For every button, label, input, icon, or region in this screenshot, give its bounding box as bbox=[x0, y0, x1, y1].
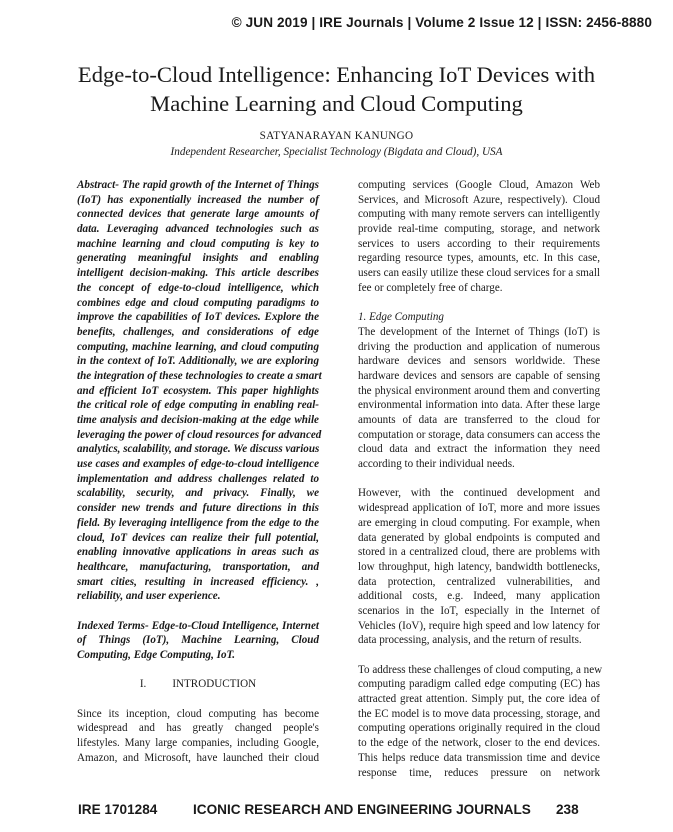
paragraph-line: regarding resource types, amounts, etc. In this case, bbox=[358, 252, 600, 265]
paragraph-line: the physical environment around them and converting bbox=[358, 384, 600, 397]
abstract-line: enabling innovative applications in areas such as bbox=[77, 546, 319, 559]
paragraph-line: However, with the continued development and bbox=[358, 487, 600, 500]
index-terms-line: Computing, Edge Computing, IoT. bbox=[77, 649, 236, 661]
footer-paper-id: IRE 1701284 bbox=[78, 802, 158, 817]
abstract-line: (IoT) has exponentially increased the number of bbox=[77, 193, 319, 206]
section-heading-introduction bbox=[77, 677, 319, 692]
left-column bbox=[77, 178, 322, 766]
paragraph-line: response time, reduces pressure on network bbox=[358, 766, 600, 779]
right-column bbox=[358, 178, 603, 780]
paragraph-line: computing services (Google Cloud, Amazon Web bbox=[358, 179, 600, 191]
section-number: I. bbox=[139, 678, 147, 691]
subsection-heading-edge-computing: 1. Edge Computing bbox=[358, 311, 444, 324]
title-line: Machine Learning and Cloud Computing bbox=[150, 91, 523, 116]
paragraph-line: driving the production and application of numerous bbox=[358, 340, 600, 353]
paragraph bbox=[358, 663, 603, 781]
paragraph-line: data protection, centralized vulnerabilities, and bbox=[358, 575, 600, 588]
paragraph-line: computation or storage, data consumers can access the bbox=[358, 428, 601, 441]
title-line: Edge-to-Cloud Intelligence: Enhancing IoT Devices with bbox=[77, 62, 596, 87]
journal-header: © JUN 2019 | IRE Journals | Volume 2 Issue 12 | ISSN: 2456-8880 bbox=[231, 15, 652, 30]
paragraph-line: low throughput, high latency, bandwidth bottlenecks, bbox=[358, 560, 600, 573]
footer-page-number: 238 bbox=[556, 802, 579, 817]
abstract-line: consider new trends and future directions in this bbox=[77, 502, 319, 515]
paragraph bbox=[358, 178, 600, 296]
paragraph-line: stored in a centralized cloud, there are problems with bbox=[358, 546, 600, 559]
paragraph-line: lifestyles. Many large companies, including Google, bbox=[77, 737, 319, 750]
abstract-line: combines edge and cloud computing paradigms to bbox=[77, 296, 319, 309]
paragraph bbox=[358, 325, 600, 472]
abstract-line: the integration of these technologies to create a smart bbox=[77, 369, 322, 382]
paragraph-line: are emerging in cloud computing. For example, when bbox=[358, 516, 600, 529]
paragraph-line: Services, and Microsoft Azure, respectively). Cloud bbox=[358, 193, 600, 206]
paragraph-line: users can easily utilize these cloud services for a small bbox=[358, 267, 600, 280]
abstract-line: implementation and address challenges related to bbox=[77, 472, 319, 485]
abstract-line: reliability, and user experience. bbox=[77, 590, 221, 603]
abstract-line: computing, machine learning, and cloud computing bbox=[77, 340, 319, 353]
abstract-line: healthcare, manufacturing, transportation, and bbox=[77, 560, 319, 573]
author-affiliation: Independent Researcher, Specialist Technology (Bigdata and Cloud), USA bbox=[170, 146, 503, 158]
paragraph-line: provide real-time computing, storage, and network bbox=[358, 223, 600, 236]
abstract-line: intelligent decision-making. This article describes bbox=[77, 267, 319, 280]
abstract bbox=[77, 178, 322, 604]
paragraph-line: Vehicles (IoV), require high speed and low latency for bbox=[358, 619, 600, 632]
paragraph-line: the EC model is to move data processing, storage, and bbox=[358, 707, 600, 720]
paragraph-line: cloud data and extract the information they need bbox=[358, 443, 600, 456]
index-terms bbox=[77, 619, 319, 663]
abstract-line: scalability, security, and privacy. Finally, we bbox=[77, 487, 319, 500]
paragraph-line: services to users according to their requirements bbox=[358, 237, 600, 250]
paragraph-line: data generated by global endpoints is computed and bbox=[358, 531, 600, 544]
abstract-line: leveraging the power of cloud resources for advanced bbox=[77, 428, 322, 441]
abstract-line: analytics, scalability, and storage. We discuss various bbox=[77, 443, 320, 456]
abstract-line: Abstract- The rapid growth of the Internet of Things bbox=[77, 179, 319, 191]
abstract-line: the concept of edge-to-cloud intelligence, which bbox=[77, 281, 319, 294]
abstract-line: cloud, IoT devices can realize their full potential, bbox=[77, 531, 319, 544]
abstract-line: generating meaningful insights and enabling bbox=[77, 252, 319, 265]
paragraph-line: to the edge of the network, closer to the end devices. bbox=[358, 737, 600, 750]
section-label: INTRODUCTION bbox=[172, 678, 257, 691]
paragraph-line: scenarios in the IoT, especially in the Internet of bbox=[358, 604, 600, 617]
abstract-line: field. By leveraging intelligence from the edge to the bbox=[77, 516, 319, 529]
paragraph-line: The development of the Internet of Things (IoT) is bbox=[358, 325, 600, 338]
abstract-line: improve the capabilities of IoT devices. Explore the bbox=[77, 311, 319, 324]
paragraph-line: This helps reduce data transmission time and device bbox=[358, 751, 600, 764]
paragraph-line: additional costs, e.g. Indeed, many application bbox=[358, 590, 600, 603]
paragraph-line: attracted great attention. Simply put, the core idea of bbox=[358, 693, 600, 706]
paragraph bbox=[358, 486, 600, 648]
paragraph-line: amounts of data are transferred to the cloud for bbox=[358, 414, 600, 426]
paragraph-line: widespread application of IoT, more and more issues bbox=[358, 502, 600, 515]
abstract-line: use cases and examples of edge-to-cloud intelligence bbox=[77, 458, 319, 471]
author-name: SATYANARAYAN KANUNGO bbox=[259, 130, 414, 142]
paragraph-line: hardware devices and sensors worldwide. These bbox=[358, 355, 600, 368]
paragraph-line: computing paradigm called edge computing (EC) has bbox=[358, 678, 600, 691]
paragraph-line: Amazon, and Microsoft, have launched their cloud bbox=[77, 751, 319, 764]
abstract-line: connected devices that generate large amounts of bbox=[77, 208, 319, 221]
paragraph-line: widespread and has greatly changed people's bbox=[77, 722, 319, 735]
paragraph-line: Since its inception, cloud computing has become bbox=[77, 707, 319, 720]
paper-title bbox=[40, 60, 633, 118]
paragraph-line: To address these challenges of cloud computing, a new bbox=[358, 663, 603, 676]
abstract-line: the critical role of edge computing in enabling real- bbox=[77, 399, 319, 412]
paragraph-line: data processing, analysis, and the return of results. bbox=[358, 634, 582, 647]
abstract-line: machine learning and cloud computing is key to bbox=[77, 237, 319, 250]
index-terms-line: of Things (IoT), Machine Learning, Cloud bbox=[77, 634, 319, 647]
index-terms-line: Indexed Terms- Edge-to-Cloud Intelligence, Internet bbox=[77, 619, 319, 632]
paragraph-line: computing with many remote servers can intelligently bbox=[358, 208, 600, 221]
paragraph-line: according to their individual needs. bbox=[358, 458, 515, 471]
footer-journal-name: ICONIC RESEARCH AND ENGINEERING JOURNALS bbox=[193, 802, 531, 817]
abstract-line: in the context of IoT. Additionally, we are exploring bbox=[77, 355, 319, 368]
paragraph-line: computing operations originally required in the cloud bbox=[358, 722, 600, 735]
paragraph-line: environmental information into data. After these large bbox=[358, 399, 600, 412]
abstract-line: and efficient IoT ecosystem. This paper highlights bbox=[77, 384, 319, 397]
intro-paragraph bbox=[77, 707, 319, 766]
paragraph-line: fee or completely free of charge. bbox=[358, 281, 503, 294]
abstract-line: benefits, challenges, and considerations of edge bbox=[77, 325, 319, 338]
abstract-line: smart cities, resulting in increased efficiency. , bbox=[77, 575, 319, 588]
paragraph-line: hardware devices and sensors are capable of sensing bbox=[358, 369, 600, 382]
abstract-line: time analysis and decision-making at the edge while bbox=[77, 414, 319, 426]
abstract-line: data. Leveraging advanced technologies such as bbox=[77, 223, 319, 236]
